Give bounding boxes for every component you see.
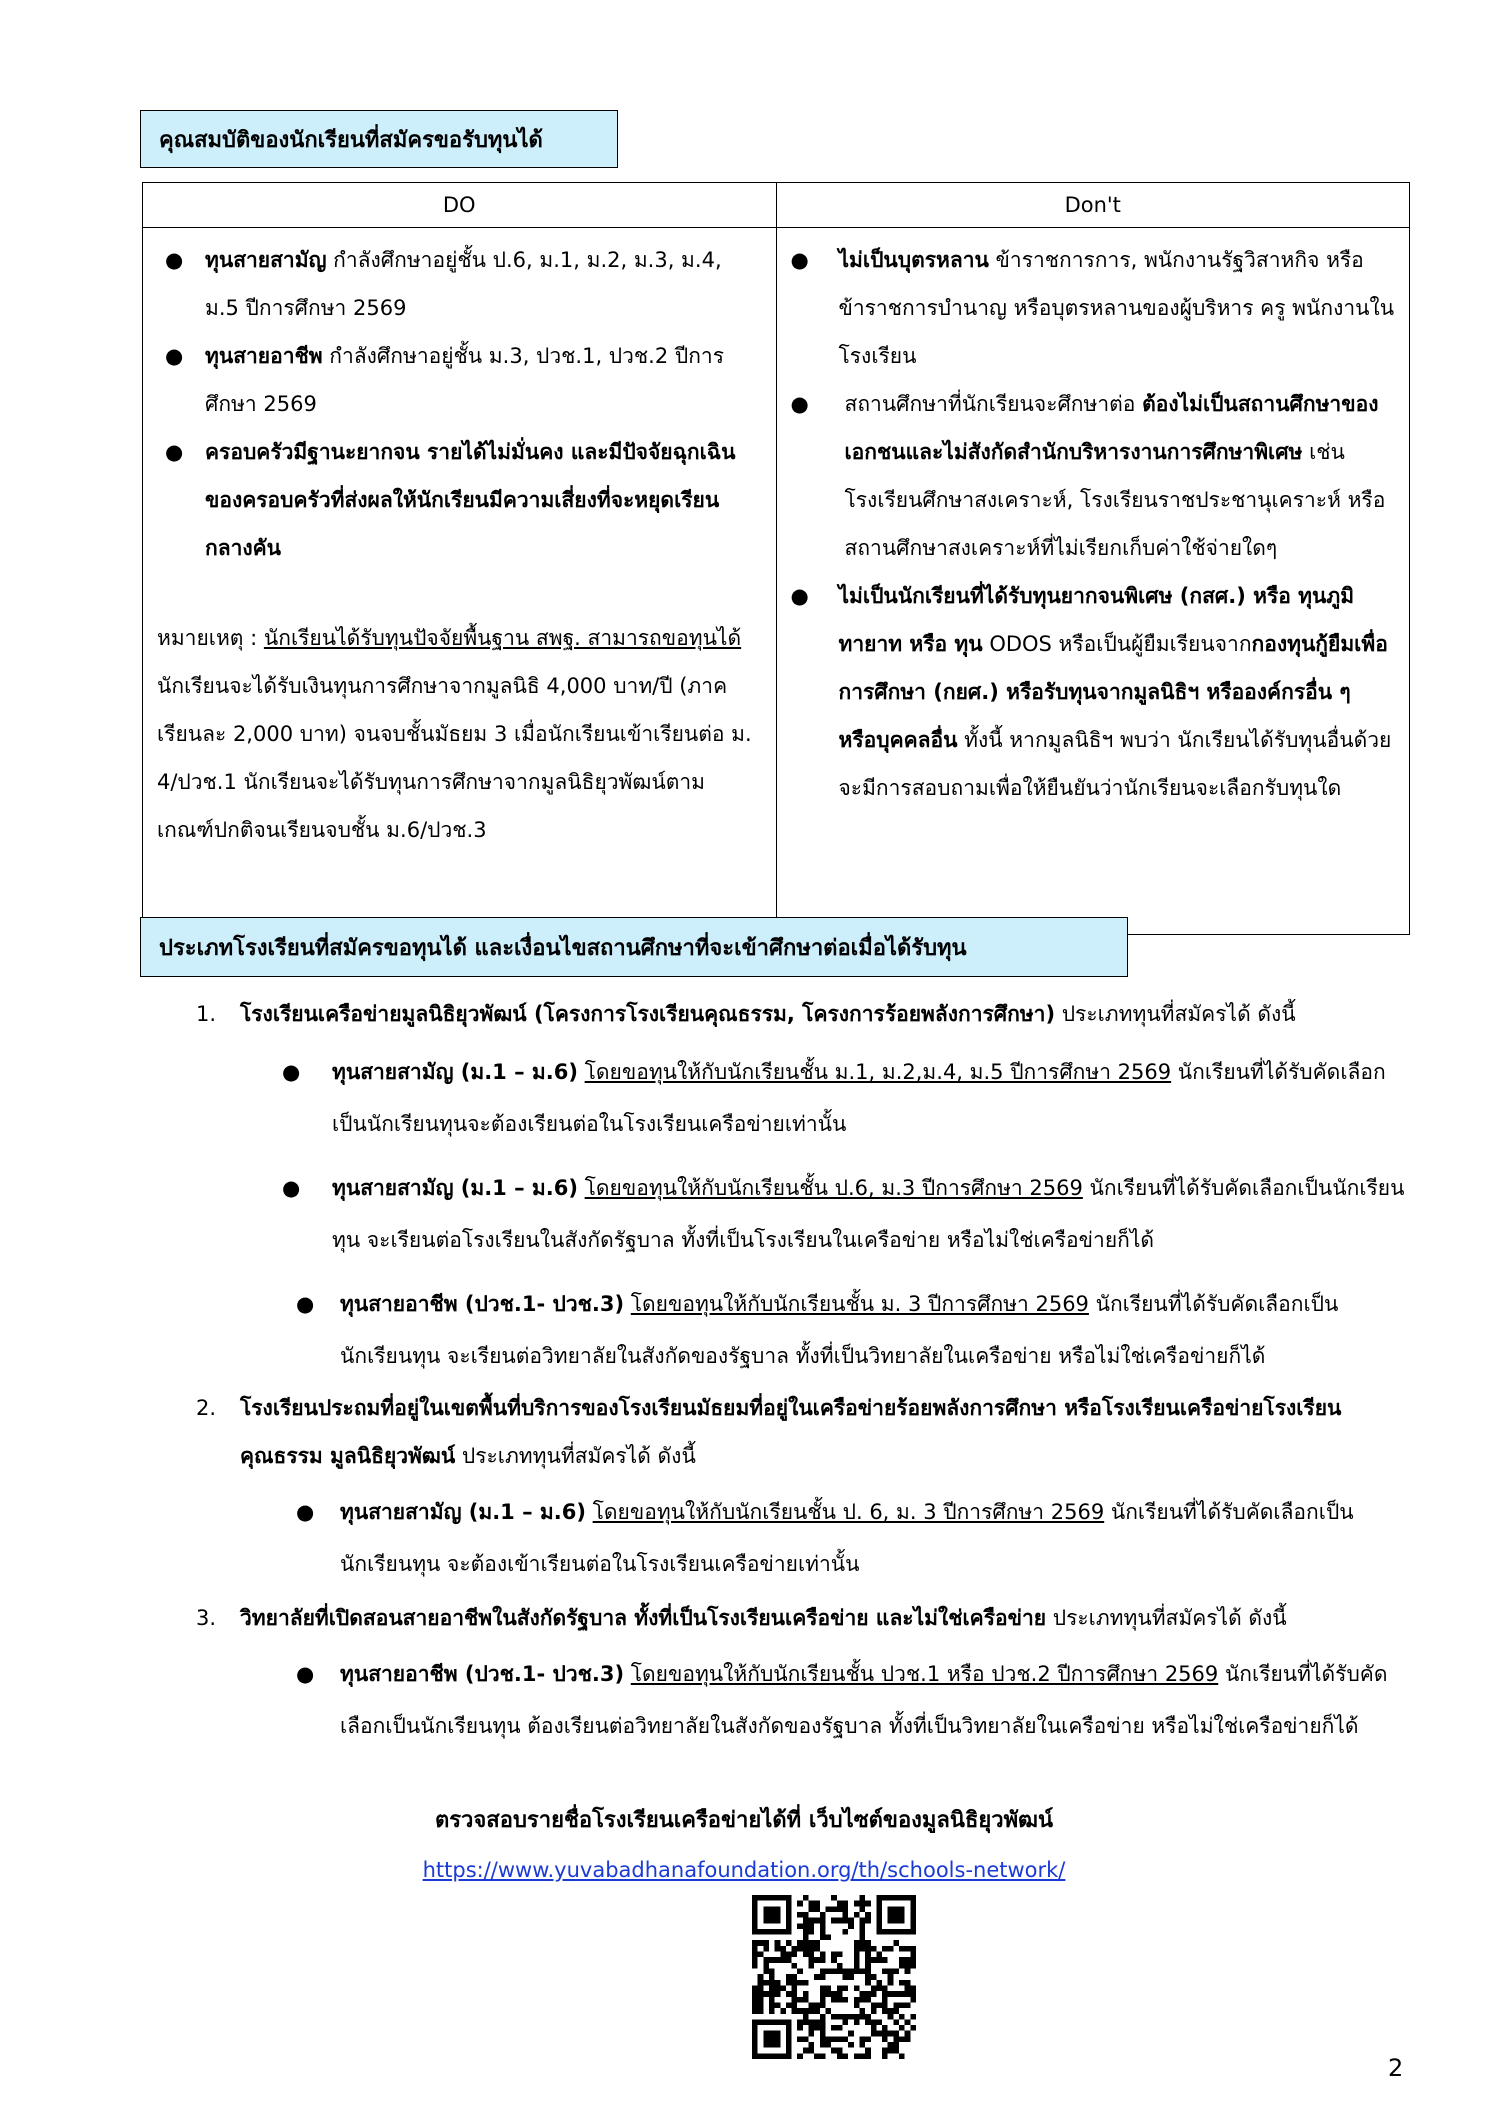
heading-qualifications [140,110,618,168]
dont-item: ● ไม่เป็นนักเรียนที่ได้รับทุนยากจนพิเศษ (กสศ.) หรือ ทุนภูมิทายาท หรือ ทุน ODOS หรือเป็นผู้ยืมเรียนจากกองทุนกู้ยืมเพื่อการศึกษา (กยศ.) หรือรับทุนจากมูลนิธิฯ หรือองค์กรอื่น ๆ หรือบุคคลอื่น ทั้งนี้ หากมูลนิธิฯ พบว่า นักเรียนได้รับทุนอื่นด้วย จะมีการสอบถามเพื่อให้ยืนยันว่านักเรียนจะเลือกรับทุนใด [790,584,1392,800]
page-number: 2 [1388,2054,1404,2082]
do-item: ● ทุนสายสามัญ กำลังศึกษาอยู่ชั้น ป.6, ม.1, ม.2, ม.3, ม.4, ม.5 ปีการศึกษา 2569 [165,248,722,320]
dont-item: ● สถานศึกษาที่นักเรียนจะศึกษาต่อ ต้องไม่เป็นสถานศึกษาของเอกชนและไม่สังกัดสำนักบริหารงานการศึกษาพิเศษ เช่น โรงเรียนศึกษาสงเคราะห์, โรงเรียนราชประชานุเคราะห์ หรือสถานศึกษาสงเคราะห์ที่ไม่เรียกเก็บค่าใช้จ่ายใดๆ [790,392,1386,560]
scholarship-item: ● ทุนสายสามัญ (ม.1 – ม.6) โดยขอทุนให้กับนักเรียนชั้น ม.1, ม.2,ม.4, ม.5 ปีการศึกษา 2569 นักเรียนที่ได้รับคัดเลือกเป็นนักเรียนทุนจะต้องเรียนต่อในโรงเรียนเครือข่ายเท่านั้น [282,1060,1386,1136]
scholarship-item: ● ทุนสายอาชีพ (ปวช.1- ปวช.3) โดยขอทุนให้กับนักเรียนชั้น ม. 3 ปีการศึกษา 2569 นักเรียนที่ได้รับคัดเลือกเป็นนักเรียนทุน จะเรียนต่อวิทยาลัยในสังกัดของรัฐบาล ทั้งที่เป็นวิทยาลัยในเครือข่าย หรือไม่ใช่เครือข่ายก็ได้ [296,1292,1339,1368]
check-schools-text: ตรวจสอบรายชื่อโรงเรียนเครือข่ายได้ที่ เว็บไซต์ของมูลนิธิยุวพัฒน์ [434,1808,1054,1833]
do-header: DO [143,183,777,228]
school-type-item: 1. โรงเรียนเครือข่ายมูลนิธิยุวพัฒน์ (โครงการโรงเรียนคุณธรรม, โครงการร้อยพลังการศึกษา) ประเภททุนที่สมัครได้ ดังนี้ [196,1002,1296,1026]
heading-qualifications-text: คุณสมบัติของนักเรียนที่สมัครขอรับทุนได้ [159,127,543,153]
scholarship-item: ● ทุนสายอาชีพ (ปวช.1- ปวช.3) โดยขอทุนให้กับนักเรียนชั้น ปวช.1 หรือ ปวช.2 ปีการศึกษา 2569 นักเรียนที่ได้รับคัดเลือกเป็นนักเรียนทุน ต้องเรียนต่อวิทยาลัยในสังกัดของรัฐบาล ทั้งที่เป็นวิทยาลัยในเครือข่าย หรือไม่ใช่เครือข่ายก็ได้ [296,1662,1388,1738]
dont-cell [776,228,1410,935]
do-item: ● ทุนสายอาชีพ กำลังศึกษาอยู่ชั้น ม.3, ปวช.1, ปวช.2 ปีการศึกษา 2569 [165,344,725,416]
school-type-item: 3. วิทยาลัยที่เปิดสอนสายอาชีพในสังกัดรัฐบาล ทั้งที่เป็นโรงเรียนเครือข่าย และไม่ใช่เครือข่าย ประเภททุนที่สมัครได้ ดังนี้ [196,1606,1287,1630]
heading-schools [140,917,1128,977]
heading-schools-text: ประเภทโรงเรียนที่สมัครขอทุนได้ และเงื่อนไขสถานศึกษาที่จะเข้าศึกษาต่อเมื่อได้รับทุน [159,935,967,961]
school-types-list [0,990,1488,1752]
do-item: ● ครอบครัวมีฐานะยากจน รายได้ไม่มั่นคง และมีปัจจัยฉุกเฉินของครอบครัวที่ส่งผลให้นักเรียนมีความเสี่ยงที่จะหยุดเรียนกลางคัน [165,440,736,560]
qr-code-icon [752,1895,916,2059]
do-list [143,228,776,572]
dont-list [777,228,1410,812]
scholarship-item: ● ทุนสายสามัญ (ม.1 – ม.6) โดยขอทุนให้กับนักเรียนชั้น ป.6, ม.3 ปีการศึกษา 2569 นักเรียนที่ได้รับคัดเลือกเป็นนักเรียนทุน จะเรียนต่อโรงเรียนในสังกัดรัฐบาล ทั้งที่เป็นโรงเรียนในเครือข่าย หรือไม่ใช่เครือข่ายก็ได้ [282,1176,1405,1252]
dont-item: ● ไม่เป็นบุตรหลาน ข้าราชการการ, พนักงานรัฐวิสาหกิจ หรือข้าราชการบำนาญ หรือบุตรหลานของผู้บริหาร ครู พนักงานในโรงเรียน [790,248,1395,368]
dont-header: Don't [776,183,1410,228]
schools-network-link[interactable]: https://www.yuvabadhanafoundation.org/th/schools-network/ [422,1858,1066,1882]
scholarship-item: ● ทุนสายสามัญ (ม.1 – ม.6) โดยขอทุนให้กับนักเรียนชั้น ป. 6, ม. 3 ปีการศึกษา 2569 นักเรียนที่ได้รับคัดเลือกเป็นนักเรียนทุน จะต้องเข้าเรียนต่อในโรงเรียนเครือข่ายเท่านั้น [296,1500,1354,1576]
note: หมายเหตุ : นักเรียนได้รับทุนปัจจัยพื้นฐาน สพฐ. สามารถขอทุนได้ นักเรียนจะได้รับเงินทุนการศึกษาจากมูลนิธิ 4,000 บาท/ปี (ภาคเรียนละ 2,000 บาท) จนจบชั้นมัธยม 3 เมื่อนักเรียนเข้าเรียนต่อ ม. 4/ปวช.1 นักเรียนจะได้รับทุนการศึกษาจากมูลนิธิยุวพัฒน์ตามเกณฑ์ปกติจนเรียนจบชั้น ม.6/ปวช.3 [157,626,752,842]
qualifications-table [142,182,1410,935]
school-type-item: 2. โรงเรียนประถมที่อยู่ในเขตพื้นที่บริการของโรงเรียนมัธยมที่อยู่ในเครือข่ายร้อยพลังการศึกษา หรือโรงเรียนเครือข่ายโรงเรียนคุณธรรม มูลนิธิยุวพัฒน์ ประเภททุนที่สมัครได้ ดังนี้ [196,1396,1342,1468]
do-cell [143,228,777,935]
